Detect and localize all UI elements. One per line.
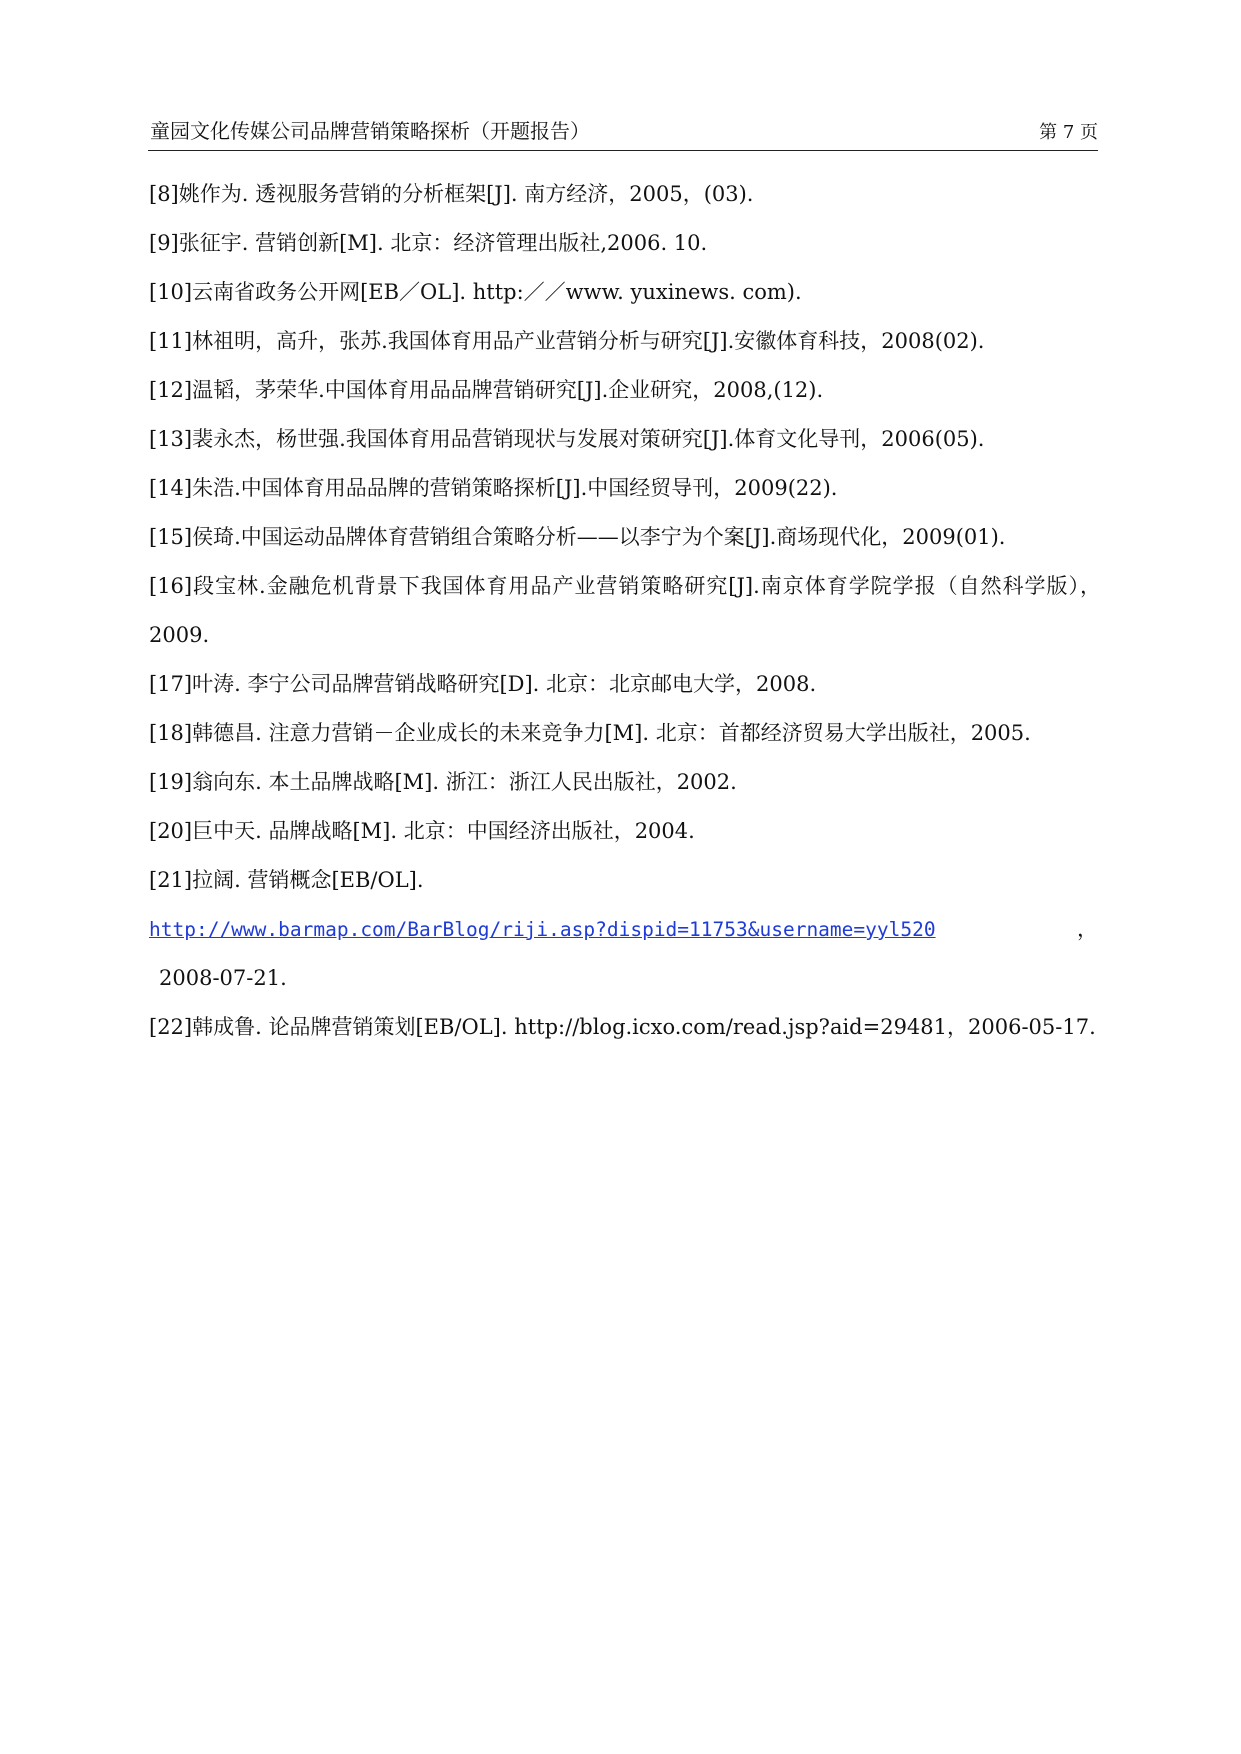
reference-item-8: [8]姚作为. 透视服务营销的分析框架[J]. 南方经济，2005，(03). [149, 182, 754, 206]
page-header [148, 116, 1098, 151]
header-title: 童园文化传媒公司品牌营销策略探析（开题报告） [150, 119, 590, 143]
reference-21-link[interactable]: http://www.barmap.com/BarBlog/riji.asp?dispid=11753&username=yyl520 [149, 918, 936, 941]
reference-item-18: [18]韩德昌. 注意力营销－企业成长的未来竞争力[M]. 北京：首都经济贸易大学出版社，2005. [149, 721, 1031, 745]
reference-21-url-line [149, 905, 1101, 954]
reference-item-21: [21]拉阔. 营销概念[EB/OL]. [149, 868, 424, 892]
reference-item-15: [15]侯琦.中国运动品牌体育营销组合策略分析——以李宁为个案[J].商场现代化，2009(01). [149, 525, 1006, 549]
reference-21-comma: ， [1077, 917, 1098, 941]
reference-item-9: [9]张征宇. 营销创新[M]. 北京：经济管理出版社,2006. 10. [149, 231, 708, 255]
reference-item-20: [20]巨中天. 品牌战略[M]. 北京：中国经济出版社，2004. [149, 819, 695, 843]
reference-item-13: [13]裴永杰，杨世强.我国体育用品营销现状与发展对策研究[J].体育文化导刊，2006(05). [149, 427, 985, 451]
reference-list [149, 170, 1101, 1052]
reference-item-11: [11]林祖明，高升，张苏.我国体育用品产业营销分析与研究[J].安徽体育科技，2008(02). [149, 329, 985, 353]
reference-item-14: [14]朱浩.中国体育用品品牌的营销策略探析[J].中国经贸导刊，2009(22). [149, 476, 838, 500]
header-page-number: 第 7 页 [1039, 122, 1098, 143]
reference-item-17: [17]叶涛. 李宁公司品牌营销战略研究[D]. 北京：北京邮电大学，2008. [149, 672, 817, 696]
reference-item-22: [22]韩成鲁. 论品牌营销策划[EB/OL]. http://blog.icxo.com/read.jsp?aid=29481，2006-05-17. [149, 1015, 1096, 1039]
reference-item-19: [19]翁向东. 本土品牌战略[M]. 浙江：浙江人民出版社，2002. [149, 770, 737, 794]
reference-item-10: [10]云南省政务公开网[EB／OL]. http:／／www. yuxinews. com). [149, 280, 802, 304]
reference-item-16: [16]段宝林.金融危机背景下我国体育用品产业营销策略研究[J].南京体育学院学报（自然科学版），2009. [149, 574, 1101, 647]
reference-21-date: 2008-07-21. [159, 966, 287, 990]
reference-item-12: [12]温韬，茅荣华.中国体育用品品牌营销研究[J].企业研究，2008,(12). [149, 378, 824, 402]
